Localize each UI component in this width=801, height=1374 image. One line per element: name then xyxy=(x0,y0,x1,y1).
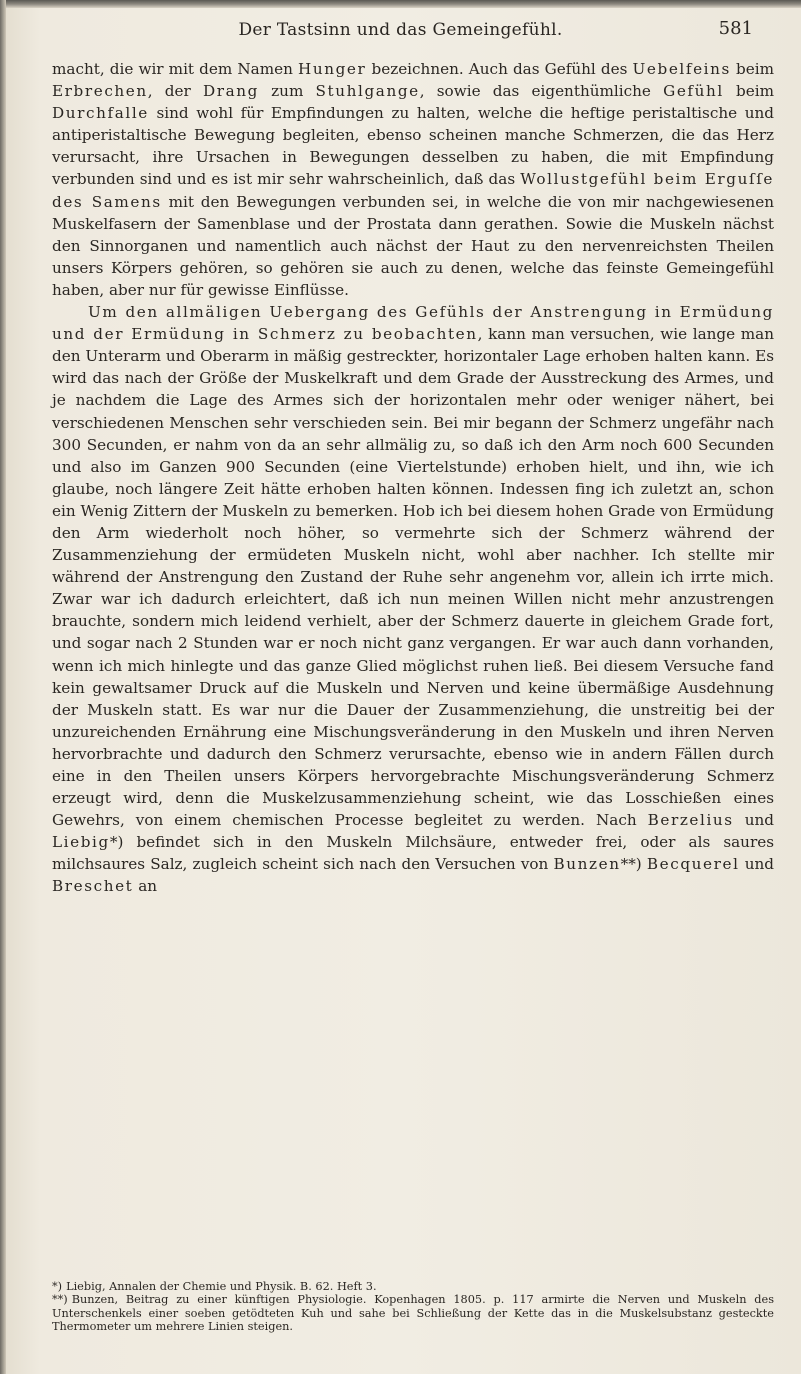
text-run: an xyxy=(133,877,158,896)
text-run: macht, die wir mit dem Namen xyxy=(52,60,298,78)
spaced-emphasis: Um den allmäligen Uebergang des Gefühls der Anstrengung in Ermüdung und der Ermüdung in Schmerz zu beobachten xyxy=(52,303,774,344)
footnote-mark: **) xyxy=(52,1293,68,1307)
spaced-emphasis: Berzelius xyxy=(647,811,734,830)
text-run: und xyxy=(733,811,774,830)
text-run: sind wohl für Empfindungen zu halten, welche die heftige peristaltische und antiperistaltische Bewegung begleiten, ebenso scheinen manche Schmerzen, die das Herz verursacht, ihre Ursachen in Bewegungen desselben zu haben, die mit Empfindung verbunden sind und es ist mir sehr wahrscheinlich, daß das xyxy=(52,104,774,189)
page-gutter-edge xyxy=(0,0,6,1374)
footnotes xyxy=(52,1280,774,1334)
spaced-emphasis: Liebig xyxy=(52,833,110,852)
text-run: , sowie das eigenthümliche xyxy=(419,82,664,101)
spaced-emphasis: Breschet xyxy=(52,877,134,896)
text-run: und xyxy=(739,855,774,874)
footnote xyxy=(52,1280,774,1293)
spaced-emphasis: Stuhlgange xyxy=(315,82,420,101)
text-run: , kann man versuchen, wie lange man den Unterarm und Oberarm in mäßig gestreckter, horizontaler Lage erhoben halten kann. Es wird das nach der Größe der Muskelkraft und dem Grade der Ausstreckung des Armes, und je nachdem die Lage des Armes sich der horizontalen mehr oder weniger nähert, bei verschiedenen Menschen sehr verschieden sein. Bei mir begann der Schmerz ungefähr nach 300 Secunden, er nahm von da an sehr allmälig zu, so daß ich den Arm noch 600 Secunden und also im Ganzen 900 Secunden (eine Viertelstunde) erhoben hielt, und ihn, wie ich glaube, noch längere Zeit hätte erhoben halten können. Indessen fing ich zuletzt an, schon ein Wenig Zittern der Muskeln zu bemerken. Hob ich bei diesem hohen Grade von Ermüdung den Arm wiederholt noch höher, so vermehrte sich der Schmerz während der Zusammenziehung der ermüdeten Muskeln nicht, wohl aber nachher. Ich stellte mir während der Anstrengung den Zustand der Ruhe sehr angenehm vor, allein ich irrte mich. Zwar war ich dadurch erleichtert, daß ich nun meinen Willen nicht mehr anzustrengen brauchte, sondern mich leidend verhielt, aber der Schmerz dauerte in gleichem Grade fort, und sogar nach 2 Stunden war er noch nicht ganz vergangen. Er war auch dann vorhanden, wenn ich mich hinlegte und das ganze Glied möglichst ruhen ließ. Bei diesem Versuche fand kein gewaltsamer Druck auf die Muskeln und Nerven und keine übermäßige Ausdehnung der Muskeln statt. Es war nur die Dauer der Zusammenziehung, die unstreitig bei der unzureichenden Ernährung eine Mischungsveränderung in den Muskeln und ihren Nerven hervorbrachte und dadurch den Schmerz verursachte, ebenso wie in andern Fällen durch eine in den Theilen unsers Körpers hervorgebrachte Mischungsveränderung Schmerz erzeugt wird, denn die Muskelzusammenziehung scheint, wie das Losschießen eines Gewehrs, von einem chemischen Processe begleitet zu werden. Nach xyxy=(52,325,774,830)
text-run: beim xyxy=(723,82,775,101)
page-header xyxy=(0,14,801,48)
text-run: beim xyxy=(730,60,774,78)
text-run: **) xyxy=(620,855,647,874)
page-top-edge xyxy=(0,0,801,8)
spaced-emphasis: Gefühl xyxy=(663,82,724,101)
spaced-emphasis: Durchfalle xyxy=(52,104,149,123)
footnote-mark: *) xyxy=(52,1280,63,1293)
spaced-emphasis: Wollustgefühl beim Erguſſe des Samens xyxy=(52,170,775,211)
running-head: Der Tastsinn und das Gemeingefühl. xyxy=(238,20,563,40)
text-run: bezeichnen. Auch das Gefühl des xyxy=(366,60,633,78)
spaced-emphasis: Drang xyxy=(202,82,259,101)
page-number: 581 xyxy=(718,18,753,39)
body-text xyxy=(52,58,774,898)
text-run: mit den Bewegungen verbunden sei, in welche die von mir nachgewiesenen Muskelfasern der Samenblase und der Prostata dann gerathen. Sowie die Muskeln nächst den Sinnorganen und namentlich auch nächst der Haut zu den nervenreichsten Theilen unsers Körpers gehören, so gehören sie auch zu denen, welche das feinste Gemeingefühl haben, aber nur für gewisse Einflüsse. xyxy=(52,192,774,299)
footnote xyxy=(52,1293,774,1333)
text-run: , der xyxy=(147,82,203,101)
spaced-emphasis: Uebelfeins xyxy=(632,60,731,78)
spaced-emphasis: Bunzen xyxy=(553,855,621,874)
spaced-emphasis: Erbrechen xyxy=(52,82,148,101)
footnote-text: Liebig, Annalen der Chemie und Physik. B. 62. Heft 3. xyxy=(66,1280,377,1293)
spaced-emphasis: Hunger xyxy=(297,60,367,78)
footnote-text: Bunzen, Beitrag zu einer künftigen Physiologie. Kopenhagen 1805. p. 117 armirte die Nerven und Muskeln des Unterschenkels einer soeben getödteten Kuh und sahe bei Schließung der Kette das in die Muskelsubstanz gesteckte Thermometer um mehrere Linien steigen. xyxy=(52,1293,774,1334)
text-run: zum xyxy=(258,82,316,101)
paragraph xyxy=(52,58,774,301)
text-run: *) befindet sich in den Muskeln Milchsäure, entweder frei, oder als saures milchsaures Salz, zugleich scheint sich nach den Versuchen von xyxy=(52,833,774,874)
spaced-emphasis: Becquerel xyxy=(646,855,740,874)
paragraph xyxy=(52,301,774,898)
